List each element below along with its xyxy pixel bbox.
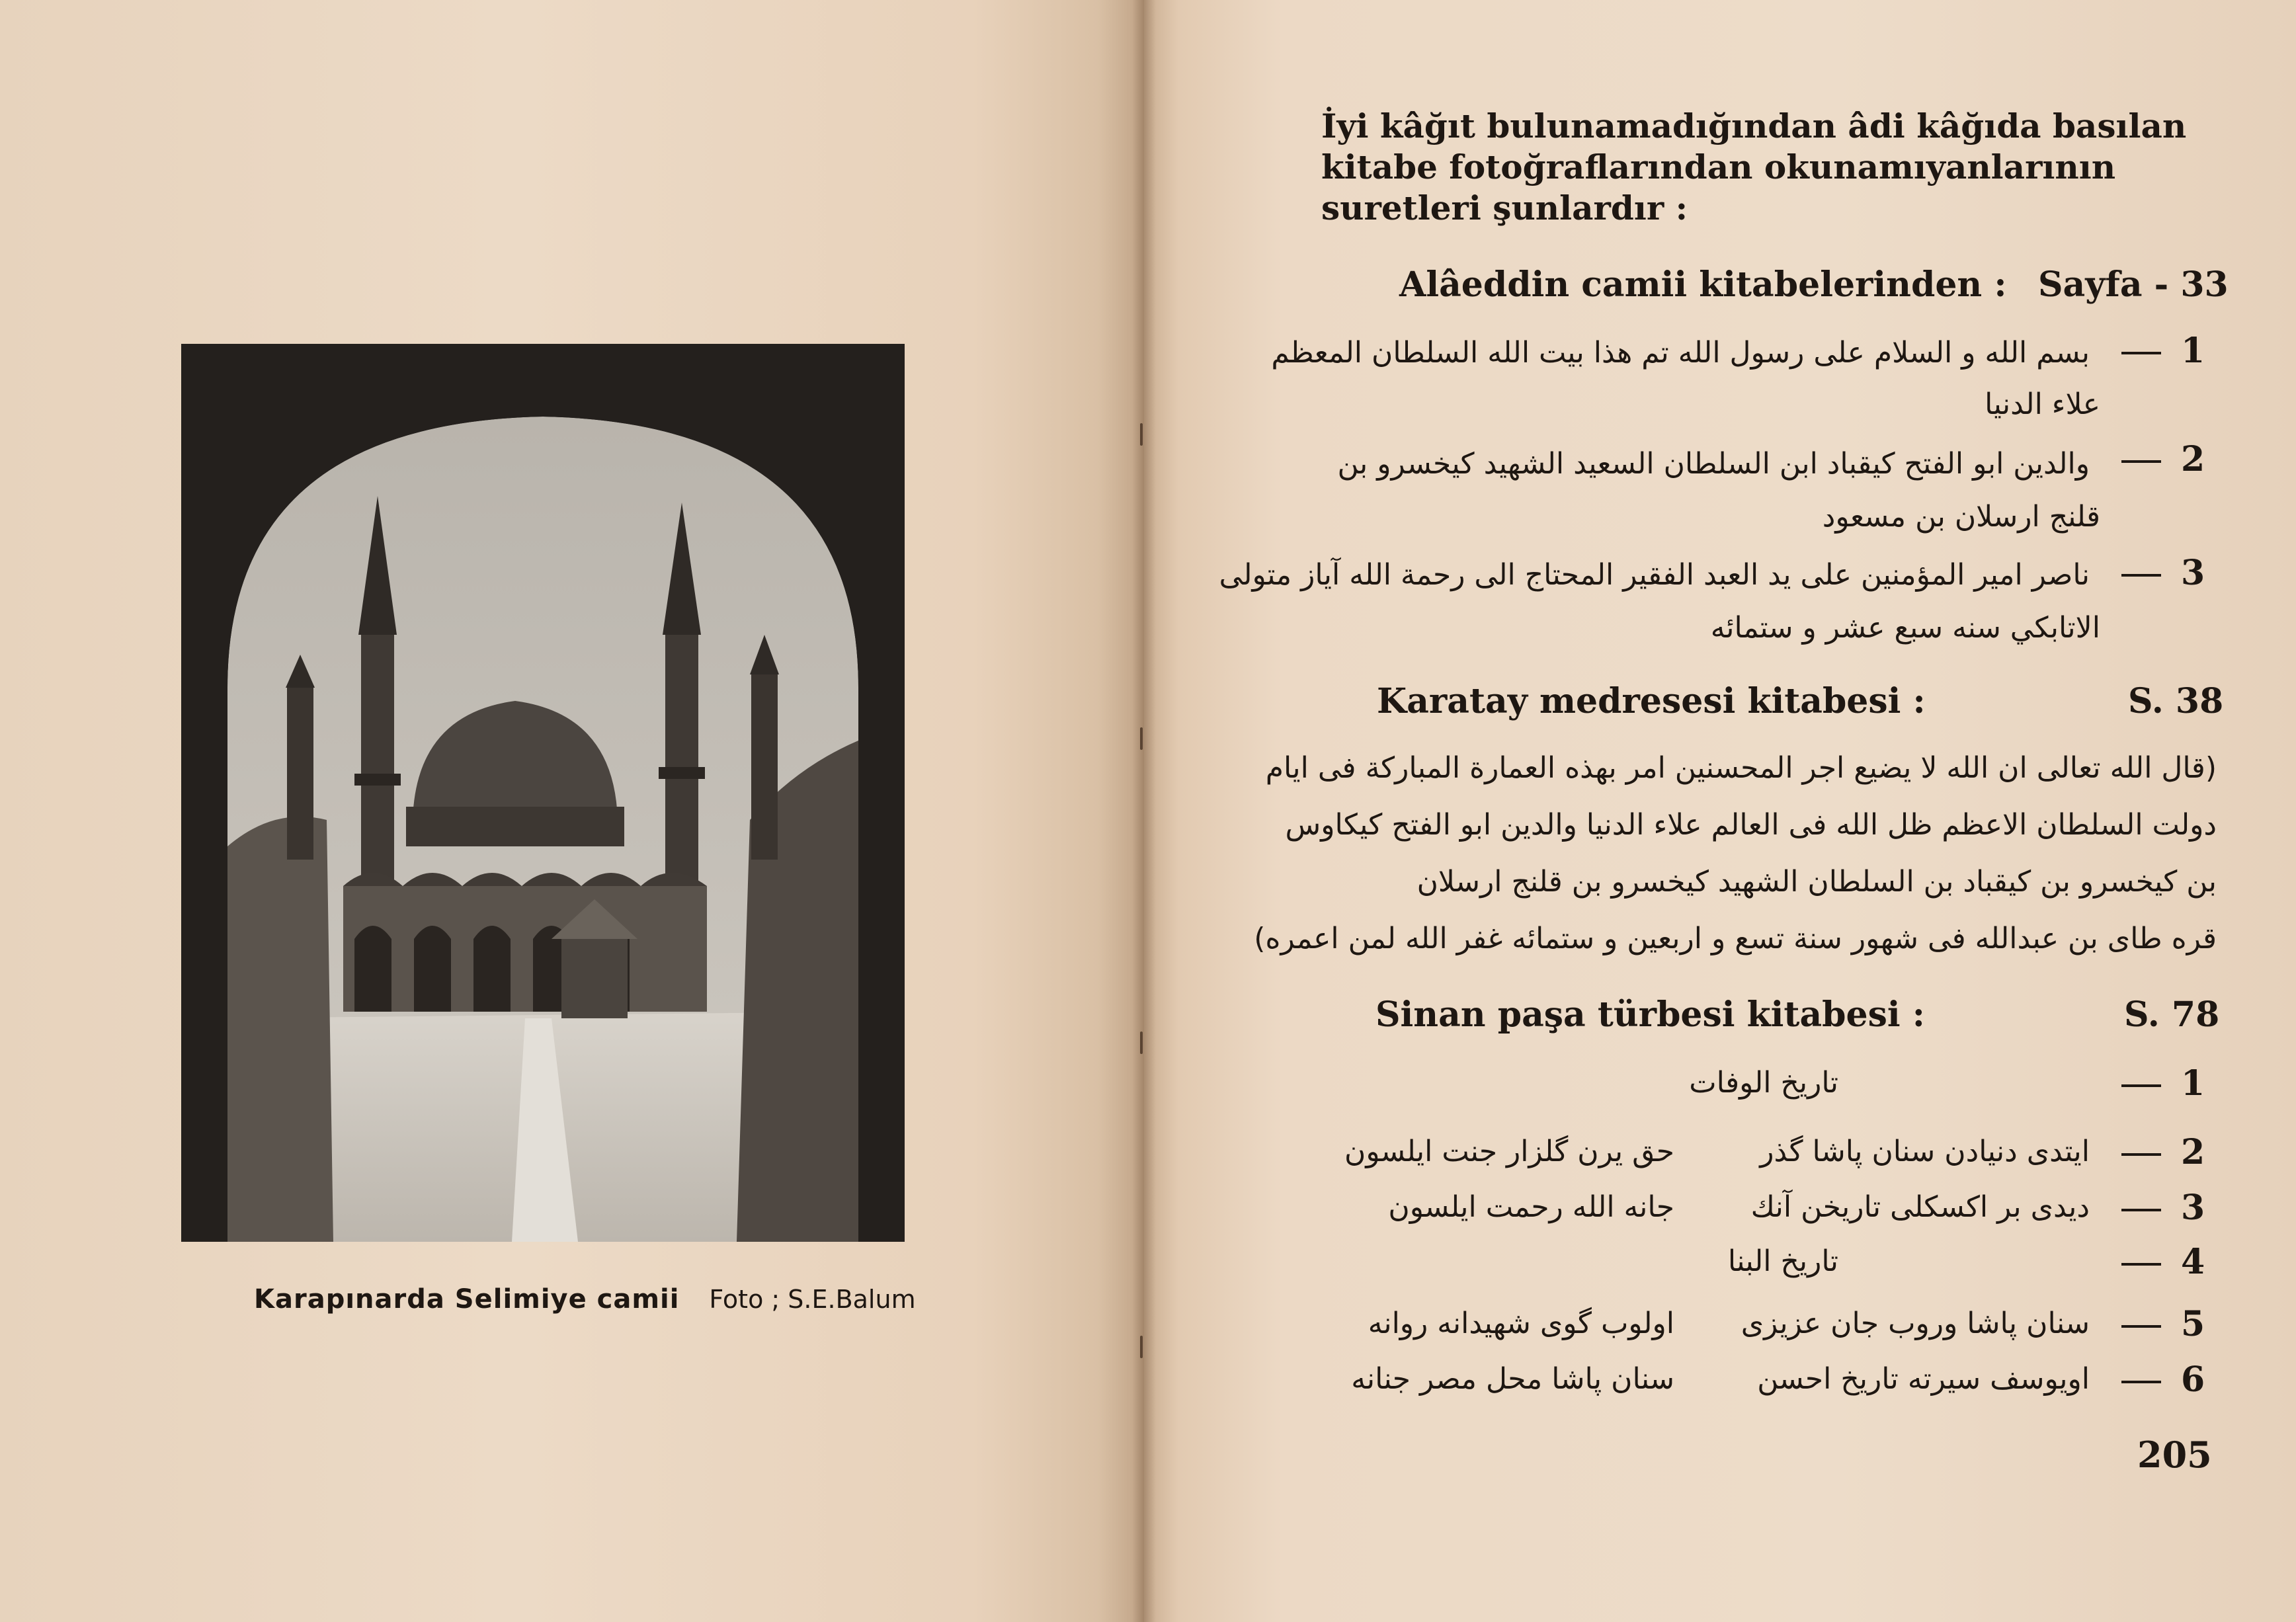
item-number: 1 [2181, 1063, 2205, 1104]
verse-left: اولوب گوى شهيدانه روانه [1368, 1307, 1674, 1340]
arabic-paragraph-line: دولت السلطان الاعظم ظل الله فى العالم علاء الدنيا والدين ابو الفتح كيكاوس [1285, 808, 2217, 842]
verse-right: تاريخ البنا [1727, 1244, 1838, 1278]
verse-right: اويوسف سيرته تاريخ احسن [1757, 1362, 2090, 1396]
verse-left: حق يرن گلزار جنت ايلسون [1344, 1135, 1674, 1168]
binding-stitch [1140, 1336, 1143, 1358]
item-number: 2 [2181, 1132, 2205, 1172]
item-number: 4 [2181, 1242, 2205, 1282]
arabic-line: الاتابكي سنه سبع عشر و ستمائه [1710, 611, 2100, 645]
section-page-ref: S. 38 [2128, 681, 2224, 721]
arabic-line: علاء الدنيا [1985, 387, 2100, 421]
verse-right: ايتدى دنيادن سنان پاشا گذر [1760, 1135, 2090, 1168]
book-gutter [1132, 0, 1156, 1622]
item-number: 3 [2181, 1188, 2205, 1228]
item-dash [2121, 1153, 2161, 1156]
binding-stitch [1140, 727, 1143, 750]
section-page-ref: S. 78 [2124, 994, 2220, 1035]
verse-right: تاريخ الوفات [1689, 1066, 1838, 1100]
photo-credit: Foto ; S.E.Balum [709, 1285, 916, 1314]
binding-stitch [1140, 423, 1143, 446]
intro-paragraph: İyi kâğıt bulunamadığından âdi kâğıda basılan kitabe fotoğraflarından okunamıyanlarının suretleri şunlardır : [1321, 106, 2187, 227]
section-heading-karatay [1377, 681, 2223, 721]
section-heading-alaeddin [1399, 264, 2229, 305]
section-title: Sinan paşa türbesi kitabesi : [1375, 994, 1925, 1035]
item-number: 6 [2181, 1359, 2205, 1400]
arabic-line: ناصر امير المؤمنين على يد العبد الفقير المحتاج الى رحمة الله آياز متولى [1219, 558, 2090, 592]
section-title: Alâeddin camii kitabelerinden : [1399, 264, 2007, 305]
item-number: 2 [2181, 439, 2205, 479]
arabic-paragraph-line: (قال الله تعالى ان الله لا يضيع اجر المحسنين امر بهذه العمارة المباركة فى ايام [1265, 751, 2217, 785]
item-dash [2121, 1084, 2161, 1087]
item-number: 5 [2181, 1304, 2205, 1344]
item-dash [2121, 574, 2161, 577]
arabic-line: والدين ابو الفتح كيقباد ابن السلطان السعيد الشهيد كيخسرو بن [1337, 447, 2090, 481]
section-page-ref: Sayfa - 33 [2038, 264, 2229, 305]
mosque-photo [181, 344, 905, 1242]
item-dash [2121, 352, 2161, 354]
verse-right: سنان پاشا وروب جان عزيزى [1741, 1307, 2090, 1340]
item-dash [2121, 1209, 2161, 1211]
section-title: Karatay medresesi kitabesi : [1377, 681, 1926, 721]
left-page [0, 0, 1144, 1622]
photo-caption [254, 1284, 916, 1315]
verse-right: ديدى بر اكسكلى تاريخن آنك [1750, 1190, 2090, 1224]
item-dash [2121, 1263, 2161, 1266]
item-dash [2121, 1325, 2161, 1328]
verse-left: سنان پاشا محل مصر جنانه [1351, 1362, 1674, 1396]
arabic-line: بسم الله و السلام على رسول الله تم هذا بيت الله السلطان المعظم [1271, 336, 2090, 370]
arabic-paragraph-line: قره طاى بن عبدالله فى شهور سنة تسع و اربعين و ستمائه غفر الله لمن اعمره) [1254, 922, 2217, 955]
arabic-line: قلنج ارسلان بن مسعود [1822, 500, 2100, 534]
verse-left: جانه الله رحمت ايلسون [1388, 1190, 1674, 1224]
caption-title: Karapınarda Selimiye camii [254, 1284, 680, 1315]
page-number: 205 [2137, 1434, 2212, 1476]
item-number: 3 [2181, 553, 2205, 593]
item-number: 1 [2181, 331, 2205, 371]
section-heading-sinan-pasa [1375, 994, 2222, 1035]
binding-stitch [1140, 1032, 1143, 1054]
arabic-paragraph-line: بن كيخسرو بن كيقباد بن السلطان الشهيد كيخسرو بن قلنج ارسلان [1416, 865, 2217, 899]
item-dash [2121, 1381, 2161, 1383]
item-dash [2121, 460, 2161, 463]
